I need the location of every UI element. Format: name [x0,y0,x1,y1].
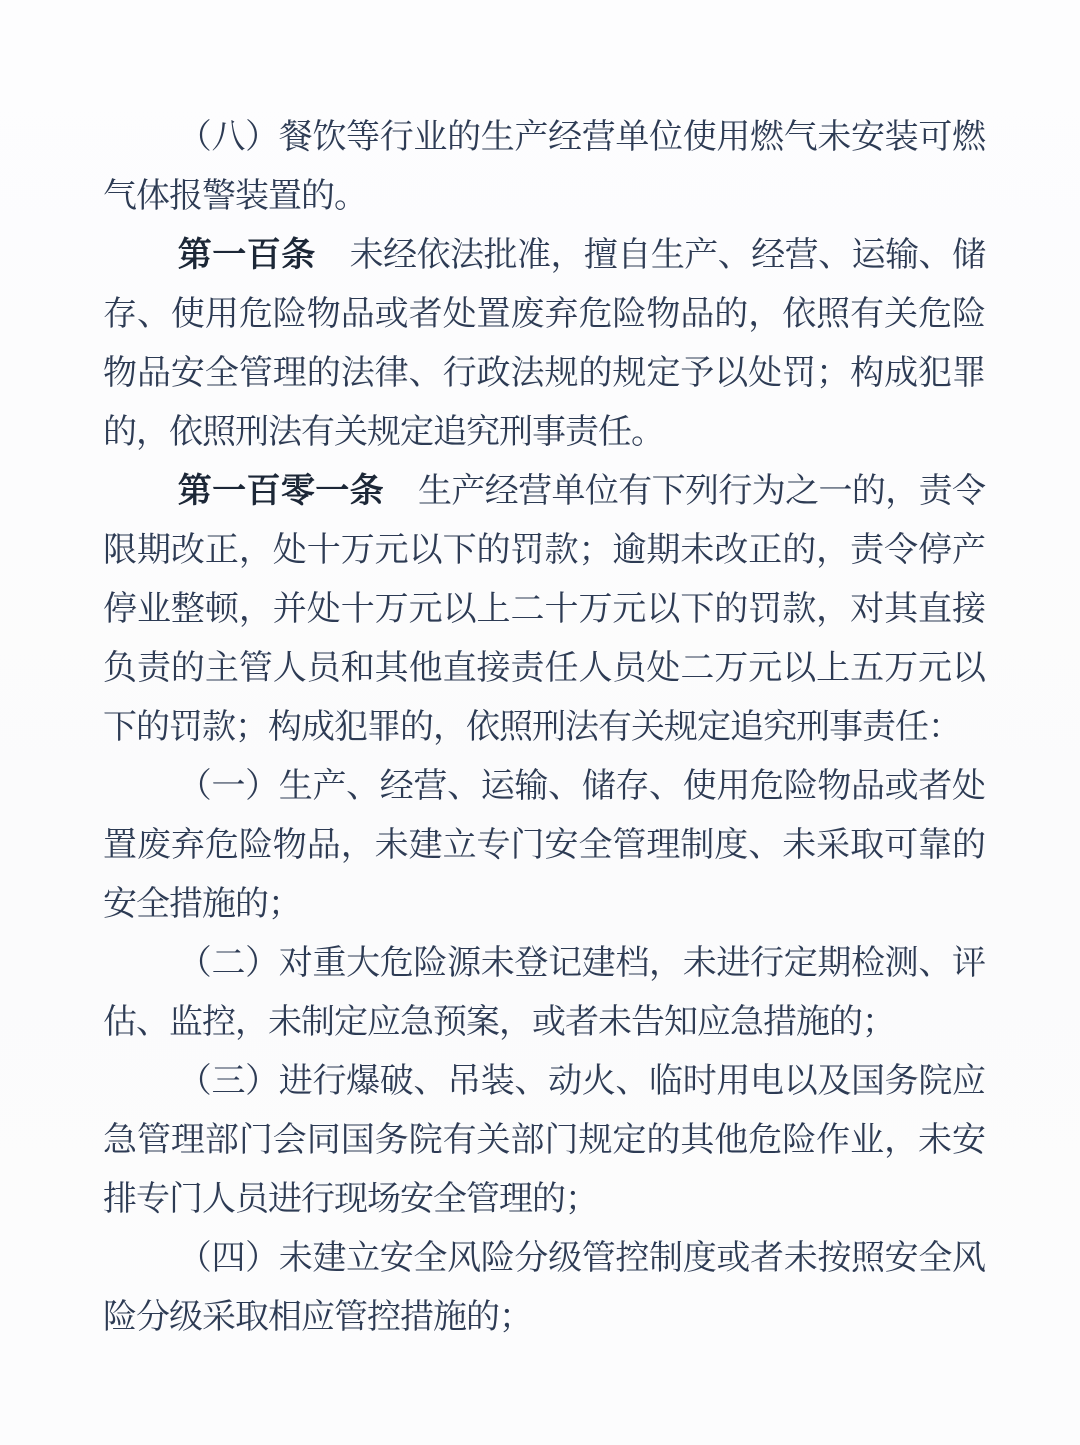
paragraph-article-100 [103,226,985,462]
document-body [103,108,985,1347]
paragraph-item-3 [103,1052,985,1229]
paragraph-text: 未经依法批准，擅自生产、经营、运输、储存、使用危险物品或者处置废弃危险物品的，依照有关危险物品安全管理的法律、行政法规的规定予以处罚；构成犯罪的，依照刑法有关规定追究刑事责任。 [103,237,986,451]
article-number-heading: 第一百零一条 [177,472,385,510]
article-number-heading: 第一百条 [177,236,316,274]
paragraph-item-1 [103,757,985,934]
paragraph-text: （一）生产、经营、运输、储存、使用危险物品或者处置废弃危险物品，未建立专门安全管理制度、未采取可靠的安全措施的； [103,768,985,923]
paragraph-text: （三）进行爆破、吊装、动火、临时用电以及国务院应急管理部门会同国务院有关部门规定的其他危险作业，未安排专门人员进行现场安全管理的； [103,1063,985,1218]
paragraph-article-101 [103,462,985,757]
paragraph-text: （八）餐饮等行业的生产经营单位使用燃气未安装可燃气体报警装置的。 [103,119,985,215]
paragraph-item-8 [103,108,985,226]
paragraph-text: （四）未建立安全风险分级管控制度或者未按照安全风险分级采取相应管控措施的； [103,1240,985,1336]
paragraph-text: （二）对重大危险源未登记建档，未进行定期检测、评估、监控，未制定应急预案，或者未告知应急措施的； [103,945,985,1041]
paragraph-text: 生产经营单位有下列行为之一的，责令限期改正，处十万元以下的罚款；逾期未改正的，责令停产停业整顿，并处十万元以上二十万元以下的罚款，对其直接负责的主管人员和其他直接责任人员处二万元以上五万元以下的罚款；构成犯罪的，依照刑法有关规定追究刑事责任： [103,473,986,746]
paragraph-item-2 [103,934,985,1052]
paragraph-item-4 [103,1229,985,1347]
